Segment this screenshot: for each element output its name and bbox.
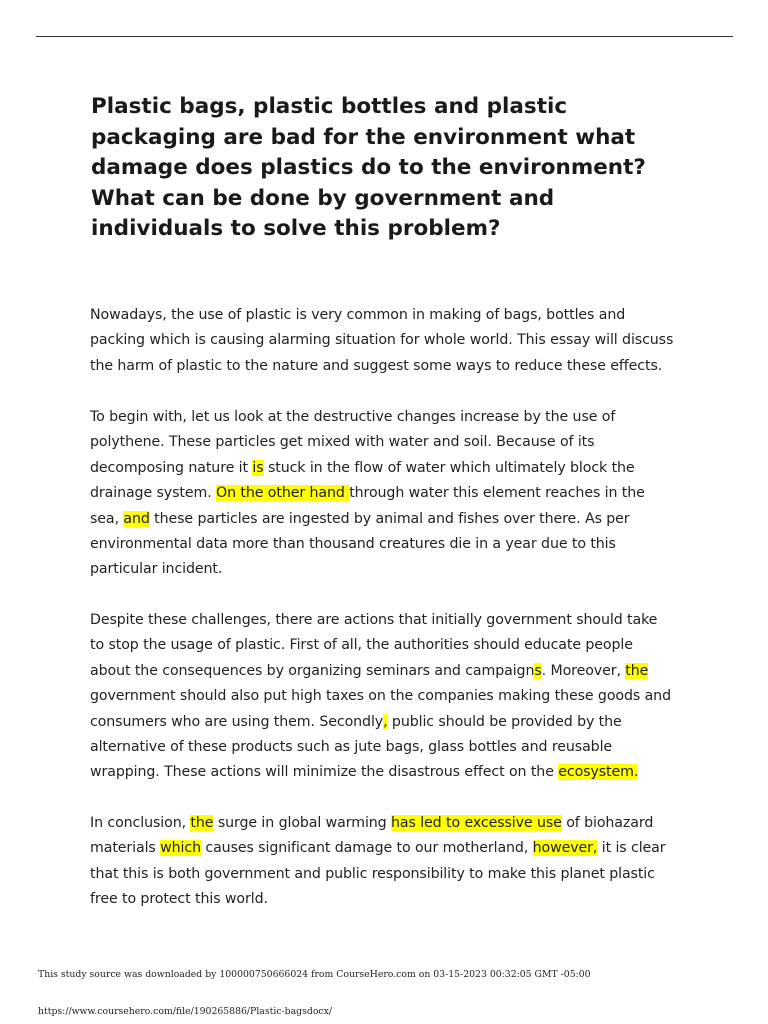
header-rule	[36, 36, 733, 37]
text-segment: of biohazard	[561, 815, 654, 831]
text-segment: to stop the usage of plastic. First of all, the authorities should educate people	[90, 637, 633, 654]
text-segment: consumers who are using them. Secondly	[90, 713, 384, 730]
text-segment: these particles are ingested by animal and fishes over there. As per	[149, 510, 630, 527]
text-segment: alternative of these products such as jute bags, glass bottles and reusable	[90, 739, 613, 756]
highlighted-text: has led to excessive use	[391, 815, 562, 831]
text-segment: decomposing nature it	[90, 459, 253, 476]
paragraph-introduction	[90, 303, 700, 379]
highlighted-text: ,	[383, 713, 388, 730]
highlighted-text: s	[534, 662, 542, 679]
text-line	[90, 507, 700, 532]
text-segment: environmental data more than thousand creatures die in a year due to this	[90, 536, 616, 553]
highlighted-text: the	[190, 815, 214, 831]
text-segment: free to protect this world.	[90, 891, 268, 908]
text-segment: . Moreover,	[541, 662, 626, 679]
text-segment: about the consequences by organizing seminars and campaign	[90, 662, 535, 679]
text-segment: sea,	[90, 510, 124, 527]
text-segment: In conclusion,	[90, 815, 191, 831]
text-segment: To begin with, let us look at the destructive changes increase by the use of	[90, 409, 616, 425]
text-segment: surge in global warming	[213, 815, 392, 831]
text-line	[90, 887, 700, 912]
text-line	[90, 735, 700, 760]
text-line	[90, 659, 700, 684]
source-url-link[interactable]: https://www.coursehero.com/file/190265886/Plastic-bagsdocx/	[38, 1006, 333, 1017]
highlighted-text: On the other hand	[216, 485, 350, 502]
highlighted-text: the	[625, 662, 649, 679]
text-segment: through water this element reaches in the	[349, 485, 645, 502]
paragraph-body-harm	[90, 405, 700, 583]
text-segment: drainage system.	[90, 485, 217, 502]
text-line	[90, 456, 700, 481]
text-line	[90, 633, 700, 658]
text-line	[90, 481, 700, 506]
text-line	[90, 430, 700, 455]
text-segment: packing which is causing alarming situation for whole world. This essay will discuss	[90, 332, 674, 349]
text-line	[90, 557, 700, 582]
paragraph-conclusion	[90, 811, 700, 913]
text-segment: it is clear	[597, 840, 666, 857]
text-segment: the harm of plastic to the nature and suggest some ways to reduce these effects.	[90, 357, 663, 374]
text-line	[90, 608, 700, 633]
text-line	[90, 405, 700, 430]
text-line	[90, 354, 700, 379]
text-line	[90, 836, 700, 861]
text-segment: causes significant damage to our motherland,	[200, 840, 533, 857]
text-segment: materials	[90, 840, 161, 857]
text-line	[90, 862, 700, 887]
highlighted-text: ecosystem.	[558, 764, 639, 781]
highlighted-text: which	[160, 840, 201, 857]
text-segment: government should also put high taxes on the companies making these goods and	[90, 688, 671, 705]
paragraph-body-solutions	[90, 608, 700, 786]
text-segment: public should be provided by the	[387, 713, 622, 730]
text-line	[90, 760, 700, 785]
essay-title: Plastic bags, plastic bottles and plastic packaging are bad for the environment what damage does plastics do to the environment? What can be done by government and individuals to solve this problem?	[91, 94, 646, 241]
text-line	[90, 532, 700, 557]
text-line	[90, 303, 700, 328]
text-segment: Despite these challenges, there are actions that initially government should take	[90, 612, 658, 628]
text-segment: that this is both government and public responsibility to make this planet plastic	[90, 865, 655, 882]
text-segment: wrapping. These actions will minimize the disastrous effect on the	[90, 764, 559, 781]
text-line	[90, 328, 700, 353]
text-line	[90, 811, 700, 836]
text-segment: polythene. These particles get mixed with water and soil. Because of its	[90, 434, 595, 451]
highlighted-text: is	[252, 459, 264, 476]
highlighted-text: and	[123, 510, 150, 527]
text-line	[90, 684, 700, 709]
text-segment: stuck in the flow of water which ultimately block the	[263, 459, 635, 476]
text-line	[90, 710, 700, 735]
download-source-note: This study source was downloaded by 100000750666024 from CourseHero.com on 03-15-2023 00:32:05 GMT -05:00	[38, 969, 591, 980]
highlighted-text: however,	[532, 840, 598, 857]
text-segment: particular incident.	[90, 561, 223, 578]
text-segment: Nowadays, the use of plastic is very common in making of bags, bottles and	[90, 307, 626, 323]
